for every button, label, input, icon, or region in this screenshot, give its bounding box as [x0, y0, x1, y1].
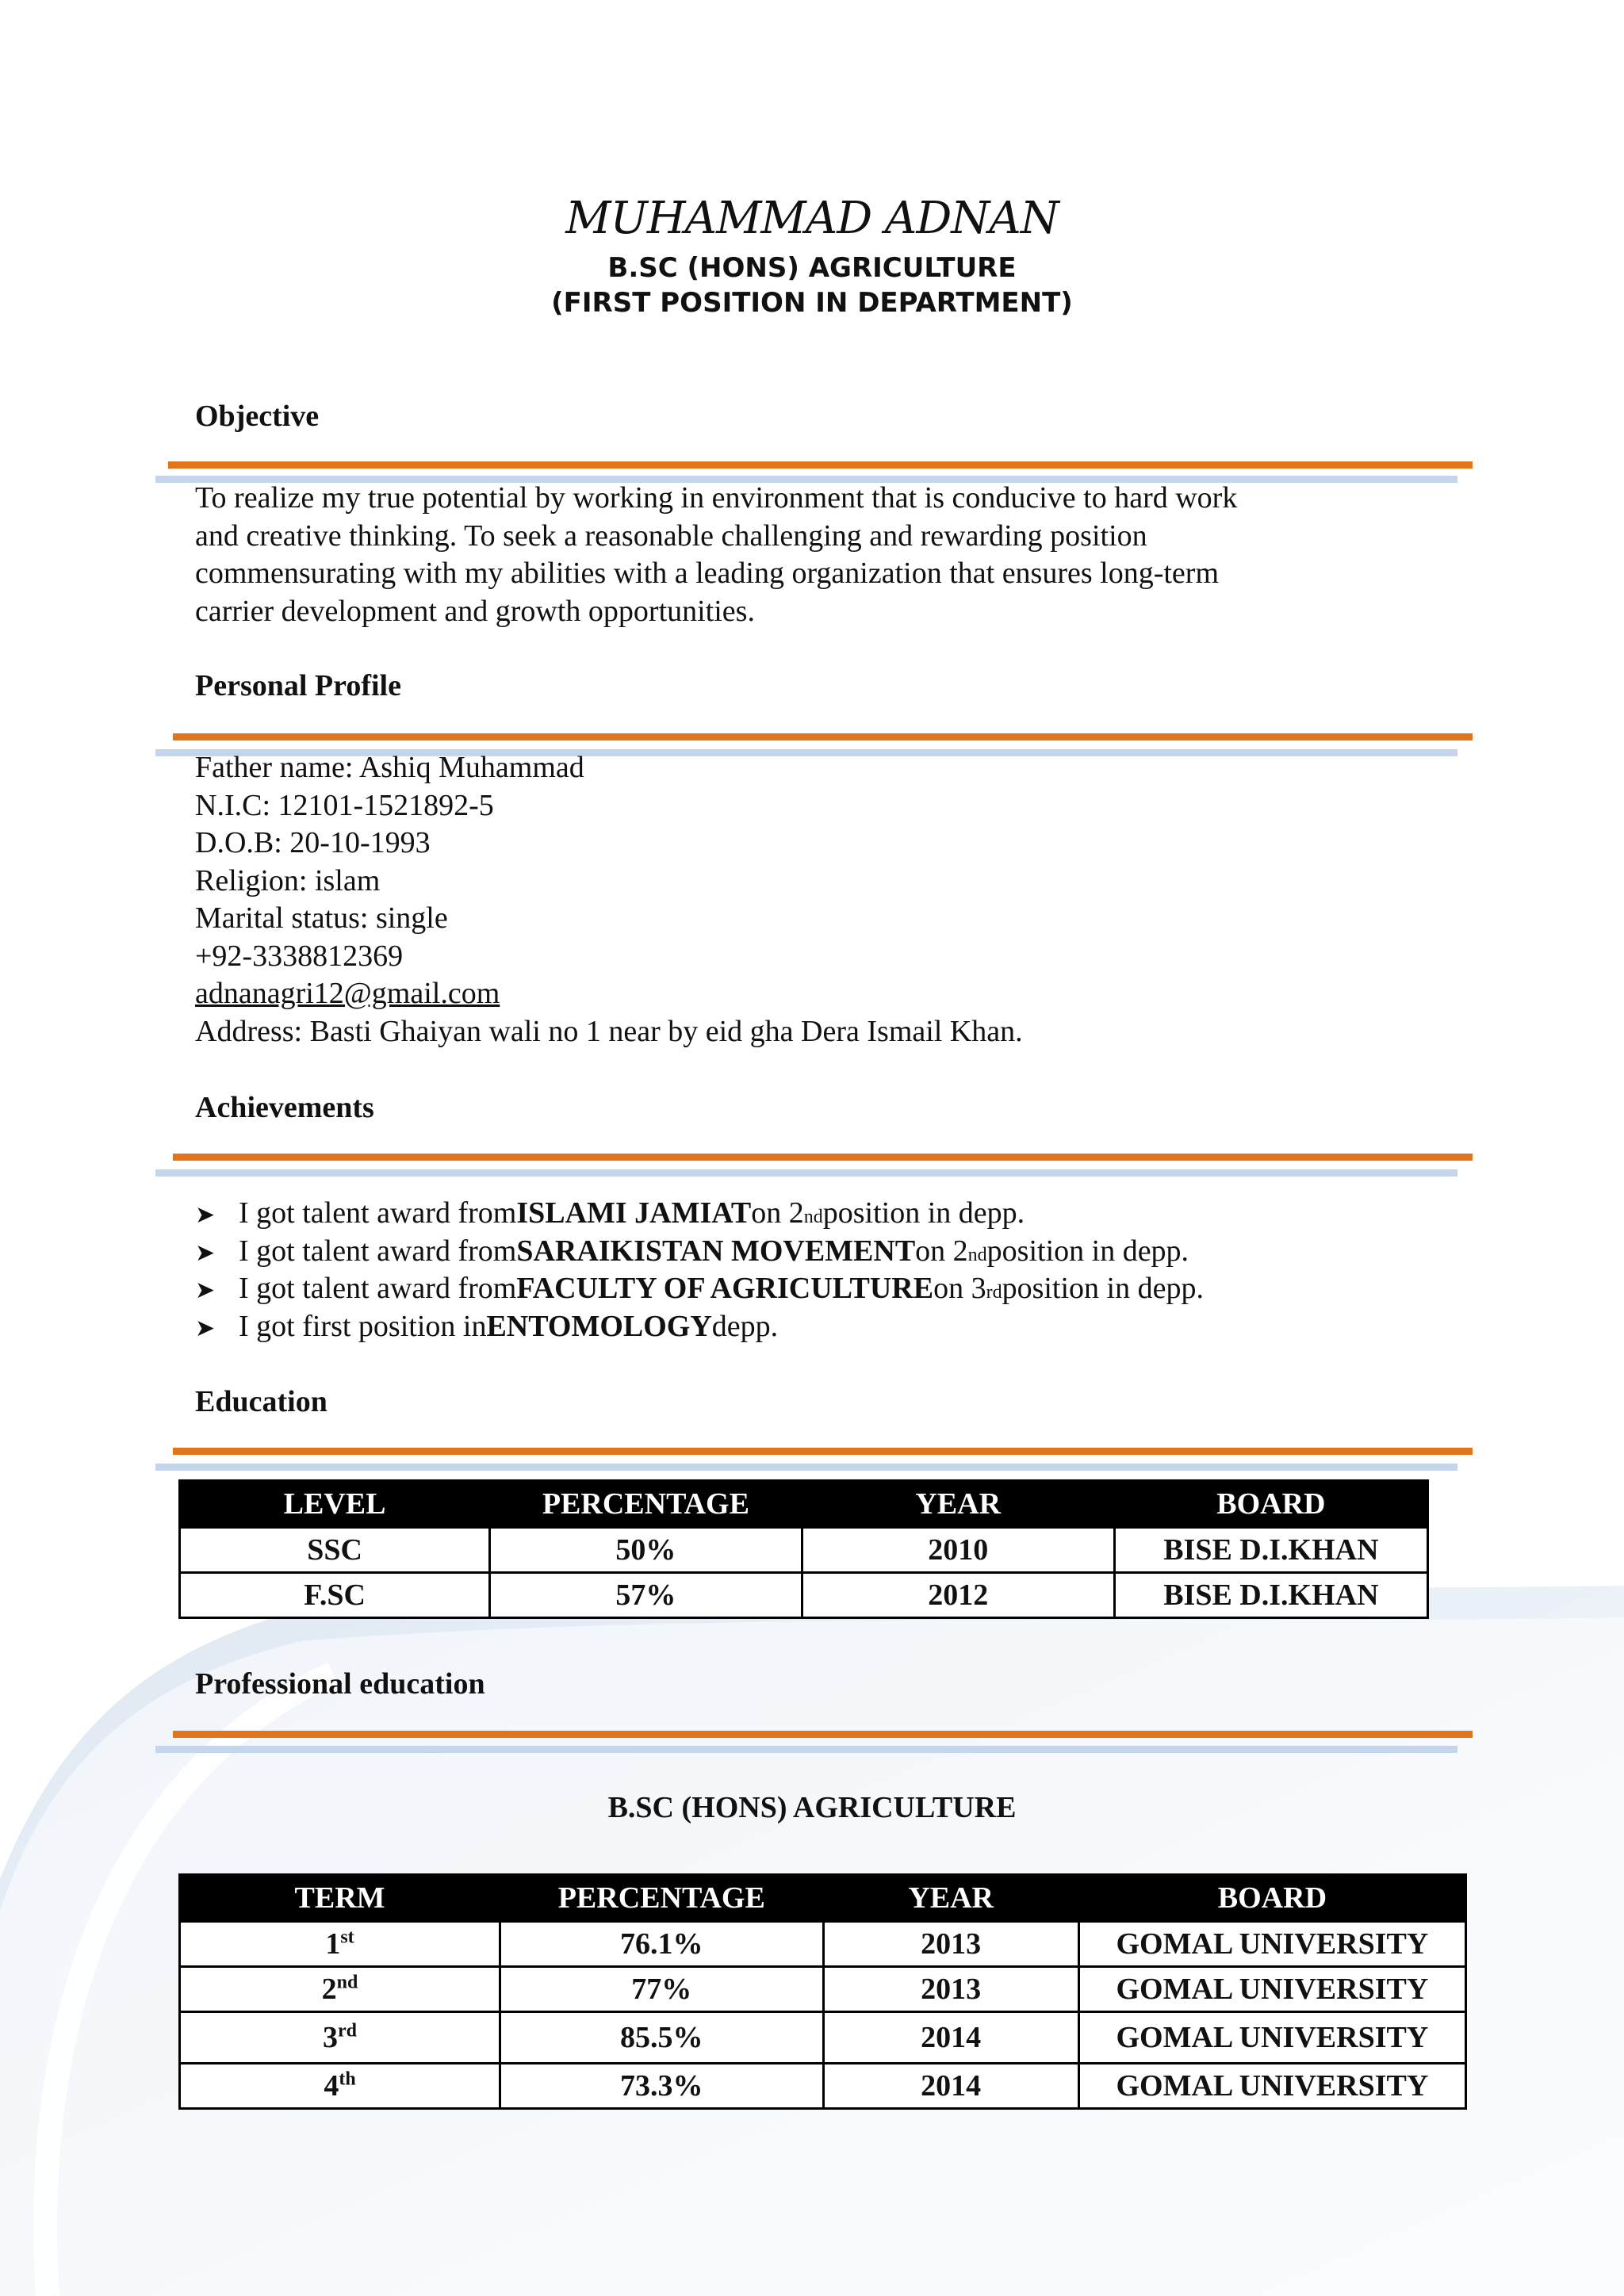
list-item: ➤ I got talent award from FACULTY OF AGRICULTURE on 3 rd position in depp. [195, 1272, 1204, 1305]
table-cell: 2014 [823, 2012, 1078, 2064]
achievements-heading: Achievements [195, 1091, 374, 1124]
section-rule-blue [155, 1169, 1457, 1177]
father-name: Father name: Ashiq Muhammad [195, 751, 584, 784]
arrow-bullet-icon: ➤ [195, 1277, 216, 1303]
list-item: ➤ I got first position in ENTOMOLOGY depp. [195, 1309, 779, 1343]
objective-line: and creative thinking. To seek a reasonable challenging and rewarding position [195, 519, 1147, 553]
column-header: YEAR [802, 1481, 1114, 1528]
objective-text [195, 480, 1353, 630]
table-cell: 1st [180, 1922, 500, 1967]
section-rule-blue [155, 1746, 1457, 1753]
email-link[interactable]: adnanagri12@gmail.com [195, 977, 500, 1010]
arrow-bullet-icon: ➤ [195, 1239, 216, 1266]
section-rule-orange [168, 461, 1473, 469]
table-header-row [180, 1875, 1466, 1922]
section-rule-orange [173, 733, 1473, 740]
table-cell: 2014 [823, 2064, 1078, 2109]
table-cell: GOMAL UNIVERSITY [1078, 2012, 1465, 2064]
address: Address: Basti Ghaiyan wali no 1 near by eid gha Dera Ismail Khan. [195, 1014, 1023, 1048]
achievements-list [195, 1196, 1204, 1346]
table-row [180, 1528, 1428, 1573]
table-cell: BISE D.I.KHAN [1114, 1573, 1427, 1618]
marital-status: Marital status: single [195, 901, 448, 935]
table-row [180, 1922, 1466, 1967]
nic-number: N.I.C: 12101-1521892-5 [195, 788, 494, 822]
section-rule-orange [173, 1154, 1473, 1161]
list-item: ➤ I got talent award from ISLAMI JAMIAT on 2 nd position in depp. [195, 1196, 1025, 1230]
objective-line: To realize my true potential by working in environment that is conducive to hard work [195, 481, 1238, 515]
column-header: TERM [180, 1875, 500, 1922]
table-cell: 73.3% [500, 2064, 824, 2109]
table-row [180, 2064, 1466, 2109]
table-cell: 57% [490, 1573, 802, 1618]
phone-number: +92-3338812369 [195, 939, 404, 973]
date-of-birth: D.O.B: 20-10-1993 [195, 826, 431, 859]
table-cell: GOMAL UNIVERSITY [1078, 1967, 1465, 2012]
table-cell: 77% [500, 1967, 824, 2012]
arrow-bullet-icon: ➤ [195, 1202, 216, 1228]
table-header-row [180, 1481, 1428, 1528]
table-cell: F.SC [180, 1573, 490, 1618]
table-cell: 2013 [823, 1967, 1078, 2012]
table-row [180, 2012, 1466, 2064]
table-cell: GOMAL UNIVERSITY [1078, 2064, 1465, 2109]
education-heading: Education [195, 1385, 327, 1418]
religion: Religion: islam [195, 863, 381, 897]
education-table [178, 1479, 1429, 1619]
distinction-note: (FIRST POSITION IN DEPARTMENT) [551, 287, 1073, 319]
professional-education-table [178, 1873, 1467, 2110]
table-cell: 2013 [823, 1922, 1078, 1967]
candidate-name: MUHAMMAD ADNAN [565, 193, 1059, 244]
personal-profile-heading: Personal Profile [195, 669, 401, 702]
column-header: BOARD [1114, 1481, 1427, 1528]
table-cell: BISE D.I.KHAN [1114, 1528, 1427, 1573]
table-cell: 2010 [802, 1528, 1114, 1573]
table-cell: 2012 [802, 1573, 1114, 1618]
table-cell: 85.5% [500, 2012, 824, 2064]
table-cell: 2nd [180, 1967, 500, 2012]
section-rule-orange [173, 1448, 1473, 1455]
table-cell: SSC [180, 1528, 490, 1573]
list-item: ➤ I got talent award from SARAIKISTAN MOVEMENT on 2 nd position in depp. [195, 1234, 1189, 1268]
degree-subtitle: B.SC (HONS) AGRICULTURE [607, 1791, 1017, 1824]
objective-line: commensurating with my abilities with a leading organization that ensures long-term [195, 557, 1219, 590]
objective-line: carrier development and growth opportunities. [195, 594, 755, 628]
column-header: LEVEL [180, 1481, 490, 1528]
degree-title: B.SC (HONS) AGRICULTURE [607, 252, 1017, 284]
table-cell: 50% [490, 1528, 802, 1573]
table-cell: GOMAL UNIVERSITY [1078, 1922, 1465, 1967]
table-cell: 3rd [180, 2012, 500, 2064]
arrow-bullet-icon: ➤ [195, 1314, 216, 1341]
personal-profile-details [195, 749, 1353, 1050]
table-row [180, 1967, 1466, 2012]
column-header: BOARD [1078, 1875, 1465, 1922]
table-row [180, 1573, 1428, 1618]
section-rule-blue [155, 1464, 1457, 1471]
table-cell: 76.1% [500, 1922, 824, 1967]
professional-education-heading: Professional education [195, 1667, 485, 1701]
column-header: PERCENTAGE [500, 1875, 824, 1922]
column-header: PERCENTAGE [490, 1481, 802, 1528]
table-cell: 4th [180, 2064, 500, 2109]
objective-heading: Objective [195, 400, 320, 433]
section-rule-orange [173, 1731, 1473, 1738]
column-header: YEAR [823, 1875, 1078, 1922]
